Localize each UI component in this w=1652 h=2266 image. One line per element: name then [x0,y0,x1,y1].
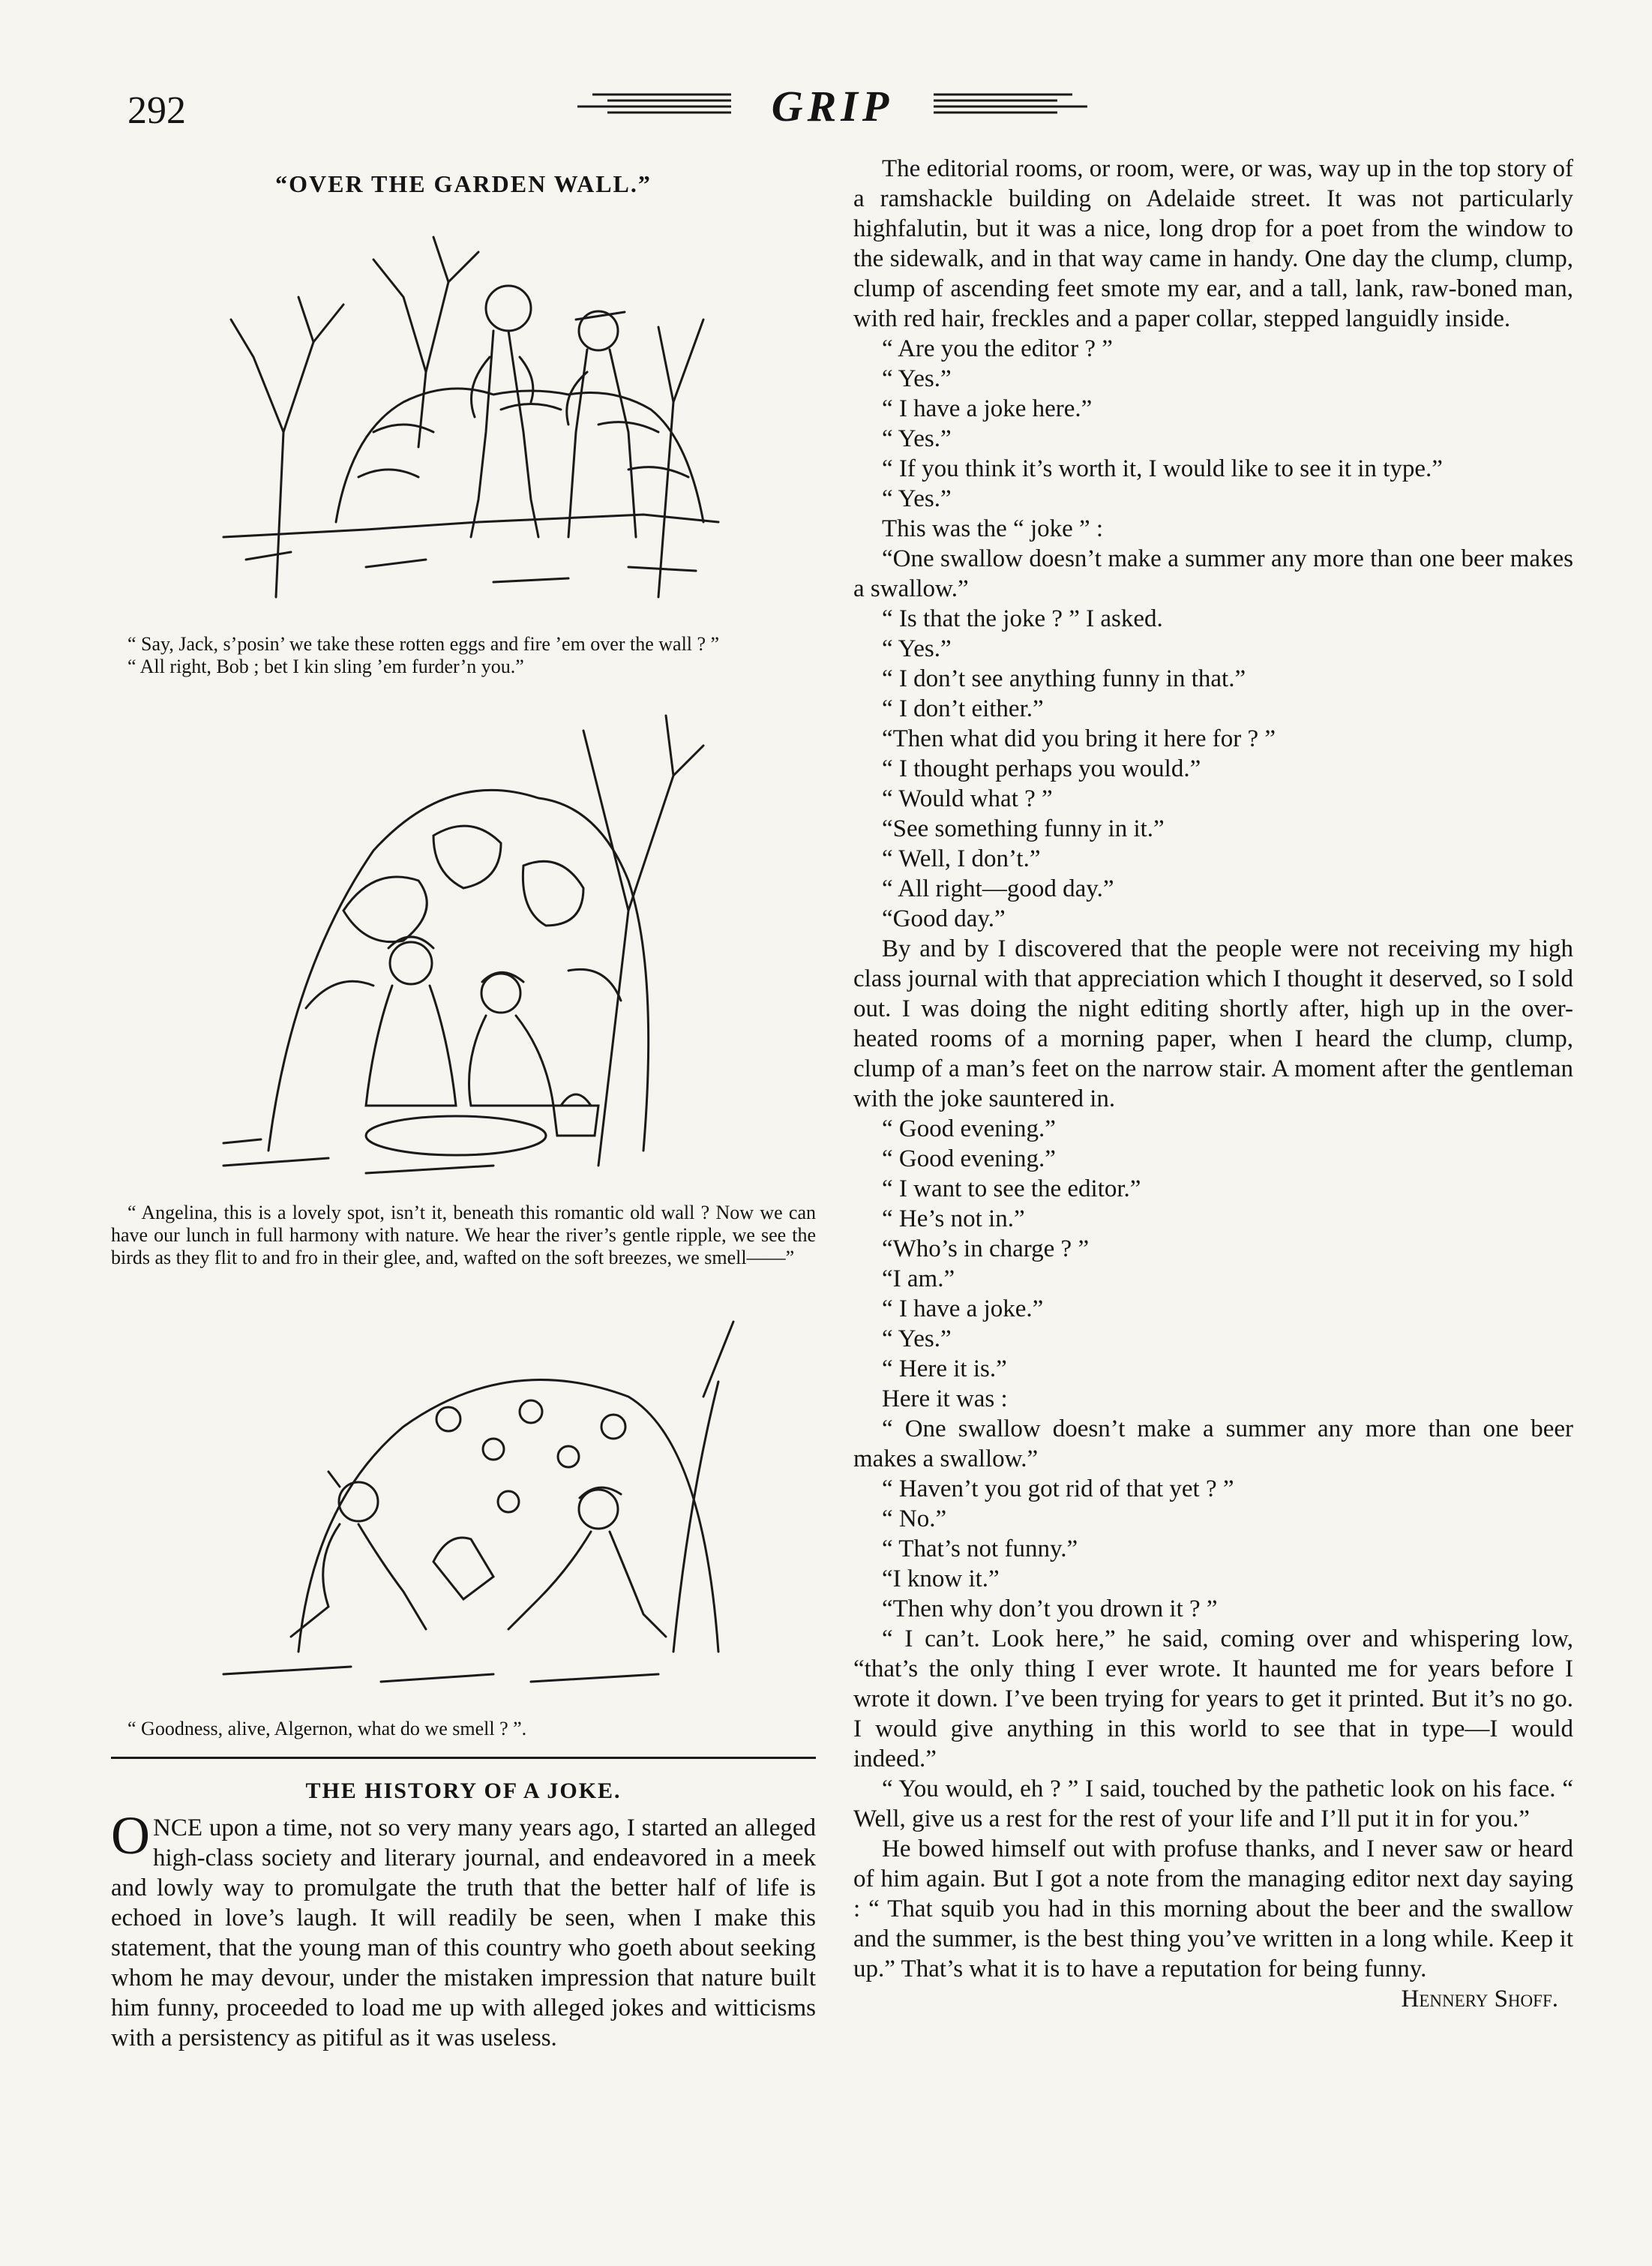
para-end [853,1834,1573,2012]
dialog-line: “ I don’t either.” [882,695,1044,722]
dialog-line: “ Here it is.” [882,1355,1007,1382]
dialog-line: “See something funny in it.” [882,815,1165,842]
dialog-second-visit [853,1114,1573,1414]
dialog-third [853,1474,1573,1624]
dialog-line: “ Good evening.” [882,1115,1056,1142]
dialog-line: “ Yes.” [882,485,952,512]
cartoon-title: “OVER THE GARDEN WALL.” [275,170,652,197]
caption-3-text: “ Goodness, alive, Algernon, what do we smell ? ”. [127,1718,527,1739]
author-signature: Hennery Shoff. [1401,1985,1558,2012]
dialog-line: “ Good evening.” [882,1145,1056,1172]
masthead [577,78,1087,131]
para-cant: “ I can’t. Look here,” he said, coming over and whispering low, “that’s the only thing I ever wrote. It haunted me for years before I wrote it down. I’ve been trying for years to get it printed. But it’s no go. I would give anything in this world to see that in type—I would indeed.” [853,1625,1573,1772]
dialog-line: “ I have a joke.” [882,1295,1044,1322]
page-number: 292 [127,89,186,132]
dialog-line: “ He’s not in.” [882,1205,1025,1232]
dialog-line: “ I don’t see anything funny in that.” [882,665,1246,692]
joke-first: “One swallow doesn’t make a summer any more than one beer makes a swallow.” [853,545,1573,602]
para-office: The editorial rooms, or room, were, or was, way up in the top story of a ramshackle building on Adelaide street. It was not particularly highfalutin, but it was a nice, long drop for a poet from the window to the sidewalk, and in that way came in handy. One day the clump, clump, clump of ascending feet smote my ear, and a tall, lank, raw-boned man, with red hair, freckles and a paper collar, stepped languidly inside. [853,155,1573,332]
masthead-title: GRIP [771,82,894,131]
dialog-line: “ Would what ? ” [882,785,1053,812]
dialog-line: Here it was : [882,1385,1008,1412]
dialog-line: “ Well, I don’t.” [882,845,1041,872]
dialog-line: “ Yes.” [882,635,952,662]
dialog-line: “ Yes.” [882,365,952,392]
dialog-line: “ No.” [882,1505,947,1532]
opening-paragraph: ONCE upon a time, not so very many years ago, I started an alleged high-class society and literary journal, and endeavored in a meek and lowly way to promulgate the truth that the better half of life is echoed in love’s laugh. It will readily be seen, when I make this statement, that the young man of this country who goeth about seeking whom he may devour, under the mistaken impression that nature built him funny, proceeded to load me up with alleged jokes and witticisms with a persistency as pitiful as it was useless. [111,1805,816,2051]
caption-1-jack: “ All right, Bob ; bet I kin sling ’em furder’n you.” [127,656,524,677]
dialog-line: “ I have a joke here.” [882,395,1093,422]
right-column [853,154,1573,2014]
dialog-line: “Good day.” [882,905,1006,932]
illustration-boys-behind-wall [178,207,748,627]
para-later: By and by I discovered that the people were not receiving my high class journal with that appreciation which I thought it deserved, so I sold out. I was doing the night editing shortly after, high up in the over-heated rooms of a morning paper, when I heard the clump, clump, clump of a man’s feet on the narrow stair. A moment after the gentleman with the joke sauntered in. [853,935,1573,1112]
dialog-line: “ If you think it’s worth it, I would like to see it in type.” [882,455,1443,482]
left-column [111,161,816,2053]
para-would: “ You would, eh ? ” I said, touched by the pathetic look on his face. “ Well, give us a rest for the rest of your life and I’ll put it in for you.” [853,1775,1573,1832]
para-end-text: He bowed himself out with profuse thanks, and I never saw or heard of him again. But I got a note from the managing editor next day saying : “ That squib you had in this morning about the beer and the swallow and the summer, is the best thing you’ve written in a long while. Keep it up.” That’s what it is to have a reputation for being funny. [853,1835,1573,1982]
joke-second: “ One swallow doesn’t make a summer any more than one beer makes a swallow.” [853,1415,1573,1472]
caption-2 [111,1202,816,1269]
caption-1 [111,633,816,678]
caption-1-bob: “ Say, Jack, s’posin’ we take these rotten eggs and fire ’em over the wall ? ” [127,633,720,655]
dialog-first-reply [853,604,1573,934]
dialog-line: “ Is that the joke ? ” I asked. [882,605,1163,632]
dialog-line: “I know it.” [882,1565,1000,1592]
story-opening [111,1805,816,2053]
section-divider [111,1757,816,1759]
dialog-line: “Who’s in charge ? ” [882,1235,1090,1262]
dialog-line: “ Yes.” [882,1325,952,1352]
dialog-line: “ That’s not funny.” [882,1535,1078,1562]
caption-3 [111,1718,816,1740]
illustration-couple-picnic [178,686,748,1196]
joke-intro: This was the “ joke ” : [882,515,1104,542]
dialog-line: “Then why don’t you drown it ? ” [882,1595,1218,1622]
dialog-line: “ Haven’t you got rid of that yet ? ” [882,1475,1234,1502]
dialog-line: “ I want to see the editor.” [882,1175,1141,1202]
dialog-line: “ Yes.” [882,425,952,452]
dialog-line: “I am.” [882,1265,955,1292]
dialog-line: “ I thought perhaps you would.” [882,755,1201,782]
dialog-line: “ Are you the editor ? ” [882,335,1113,362]
dialog-line: “Then what did you bring it here for ? ” [882,725,1276,752]
story-title: THE HISTORY OF A JOKE. [305,1778,622,1803]
dialog-first-visit [853,334,1573,544]
caption-2-text: “ Angelina, this is a lovely spot, isn’t it, beneath this romantic old wall ? Now we can have our lunch in full harmony with nature. We hear the river’s gentle ripple, we see the birds as they flit to and fro in their glee, and, wafted on the soft breezes, we smell——” [111,1202,816,1268]
dialog-line: “ All right—good day.” [882,875,1114,902]
illustration-couple-fleeing [178,1277,748,1712]
